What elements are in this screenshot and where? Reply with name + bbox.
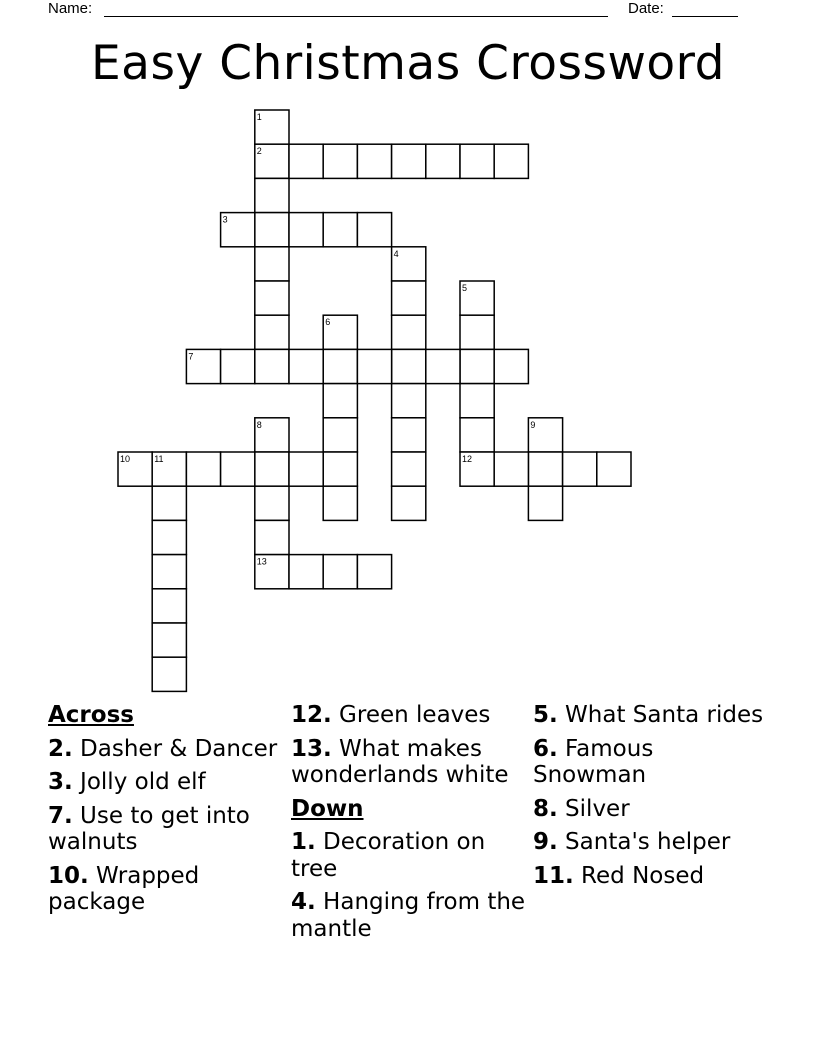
grid-cell[interactable] bbox=[186, 452, 220, 486]
grid-cell[interactable] bbox=[152, 657, 186, 691]
clue-item bbox=[48, 863, 286, 916]
clue-column-3 bbox=[533, 702, 773, 896]
cell-number: 6 bbox=[325, 317, 331, 328]
grid-cell[interactable] bbox=[528, 486, 562, 520]
grid-cell[interactable] bbox=[221, 452, 255, 486]
grid-cell[interactable] bbox=[392, 384, 426, 418]
grid-cell[interactable] bbox=[392, 452, 426, 486]
grid-cell[interactable] bbox=[460, 315, 494, 349]
clue-text: Wrapped package bbox=[48, 862, 200, 915]
clue-item bbox=[533, 863, 773, 890]
grid-cell[interactable] bbox=[152, 623, 186, 657]
cell-number: 12 bbox=[462, 454, 473, 464]
clue-text: Decoration on tree bbox=[291, 829, 486, 882]
clue-column-1 bbox=[48, 702, 286, 923]
grid-cell[interactable] bbox=[323, 555, 357, 589]
grid-cell[interactable] bbox=[528, 452, 562, 486]
grid-cell[interactable] bbox=[392, 418, 426, 452]
grid-cell[interactable] bbox=[392, 349, 426, 383]
grid-cell[interactable] bbox=[460, 349, 494, 383]
clue-text: Hanging from the mantle bbox=[291, 889, 526, 942]
grid-cell[interactable] bbox=[460, 144, 494, 178]
grid-cell[interactable] bbox=[323, 349, 357, 383]
grid-cell[interactable] bbox=[494, 349, 528, 383]
grid-cell[interactable] bbox=[460, 384, 494, 418]
grid-cell[interactable] bbox=[289, 213, 323, 247]
cell-number: 7 bbox=[188, 351, 194, 362]
grid-cell[interactable] bbox=[323, 486, 357, 520]
clue-item bbox=[533, 829, 773, 856]
cell-number: 4 bbox=[393, 248, 399, 259]
clue-number: 6. bbox=[533, 735, 558, 762]
grid-cell[interactable] bbox=[255, 213, 289, 247]
name-label: Name: bbox=[48, 0, 93, 17]
across-heading: Across bbox=[48, 702, 134, 728]
grid-cell[interactable] bbox=[323, 384, 357, 418]
grid-cell[interactable] bbox=[152, 589, 186, 623]
clue-text: What Santa rides bbox=[557, 702, 764, 728]
clue-item bbox=[291, 736, 531, 789]
clue-text: What makes wonderlands white bbox=[291, 735, 509, 788]
cell-number: 10 bbox=[120, 454, 131, 464]
clue-text: Famous Snowman bbox=[533, 735, 654, 788]
grid-cell[interactable] bbox=[392, 486, 426, 520]
clue-text: Silver bbox=[557, 795, 630, 822]
clue-number: 12. bbox=[291, 702, 332, 728]
grid-cell[interactable] bbox=[357, 144, 391, 178]
cell-number: 3 bbox=[222, 214, 228, 225]
clue-text: Red Nosed bbox=[573, 862, 705, 889]
clue-number: 2. bbox=[48, 735, 73, 762]
grid-cell[interactable] bbox=[289, 144, 323, 178]
clue-number: 8. bbox=[533, 795, 558, 822]
grid-cell[interactable] bbox=[323, 213, 357, 247]
clue-number: 9. bbox=[533, 829, 558, 855]
clue-item bbox=[48, 803, 286, 856]
grid-cell[interactable] bbox=[152, 555, 186, 589]
clue-text: Use to get into walnuts bbox=[48, 802, 250, 855]
grid-cell[interactable] bbox=[255, 349, 289, 383]
down-heading: Down bbox=[291, 795, 364, 822]
cell-number: 13 bbox=[256, 556, 267, 567]
clue-number: 11. bbox=[533, 862, 574, 889]
date-label: Date: bbox=[628, 0, 664, 17]
clue-text: Dasher & Dancer bbox=[72, 735, 278, 762]
clue-number: 10. bbox=[48, 862, 89, 889]
grid-cell[interactable] bbox=[426, 349, 460, 383]
clue-text: Santa's helper bbox=[557, 829, 731, 855]
grid-cell[interactable] bbox=[392, 281, 426, 315]
grid-cell[interactable] bbox=[494, 144, 528, 178]
grid-cell[interactable] bbox=[255, 486, 289, 520]
clue-number: 1. bbox=[291, 829, 316, 855]
grid-cell[interactable] bbox=[255, 452, 289, 486]
clue-item bbox=[48, 769, 286, 796]
clue-item bbox=[291, 889, 531, 942]
grid-cell[interactable] bbox=[357, 349, 391, 383]
grid-cell[interactable] bbox=[152, 486, 186, 520]
page-title: Easy Christmas Crossword bbox=[90, 36, 725, 91]
grid-cell[interactable] bbox=[323, 418, 357, 452]
cell-number: 1 bbox=[256, 112, 262, 122]
clue-number: 5. bbox=[533, 702, 558, 728]
clue-column-2 bbox=[291, 702, 531, 949]
clue-number: 3. bbox=[48, 769, 73, 795]
grid-cell[interactable] bbox=[323, 452, 357, 486]
grid-cell[interactable] bbox=[289, 349, 323, 383]
cell-number: 11 bbox=[154, 454, 164, 464]
grid-cell[interactable] bbox=[357, 213, 391, 247]
grid-cell[interactable] bbox=[357, 555, 391, 589]
grid-cell[interactable] bbox=[255, 315, 289, 349]
cell-number: 2 bbox=[256, 146, 262, 157]
grid-cell[interactable] bbox=[494, 452, 528, 486]
grid-cell[interactable] bbox=[221, 349, 255, 383]
clue-number: 13. bbox=[291, 735, 332, 762]
clue-number: 7. bbox=[48, 802, 73, 829]
clue-item bbox=[533, 796, 773, 823]
cell-number: 8 bbox=[256, 419, 262, 430]
grid-cell[interactable] bbox=[597, 452, 631, 486]
clue-item bbox=[291, 702, 531, 729]
clue-item bbox=[291, 829, 531, 882]
clue-text: Green leaves bbox=[331, 702, 491, 728]
cell-number: 9 bbox=[530, 419, 536, 430]
grid-cell[interactable] bbox=[255, 247, 289, 281]
grid-cell[interactable] bbox=[255, 178, 289, 212]
grid-cell[interactable] bbox=[323, 144, 357, 178]
grid-cell[interactable] bbox=[392, 144, 426, 178]
clue-item bbox=[533, 702, 773, 729]
grid-cell[interactable] bbox=[289, 452, 323, 486]
grid-cell[interactable] bbox=[426, 144, 460, 178]
clue-item bbox=[533, 736, 773, 789]
clue-item bbox=[48, 736, 286, 763]
grid-cell[interactable] bbox=[255, 281, 289, 315]
cell-number: 5 bbox=[462, 283, 468, 293]
grid-cell[interactable] bbox=[289, 555, 323, 589]
clue-number: 4. bbox=[291, 889, 316, 915]
grid-cell[interactable] bbox=[392, 315, 426, 349]
grid-cell[interactable] bbox=[152, 520, 186, 554]
clue-text: Jolly old elf bbox=[72, 769, 206, 795]
grid-cell[interactable] bbox=[255, 520, 289, 554]
grid-cell[interactable] bbox=[563, 452, 597, 486]
grid-cell[interactable] bbox=[460, 418, 494, 452]
